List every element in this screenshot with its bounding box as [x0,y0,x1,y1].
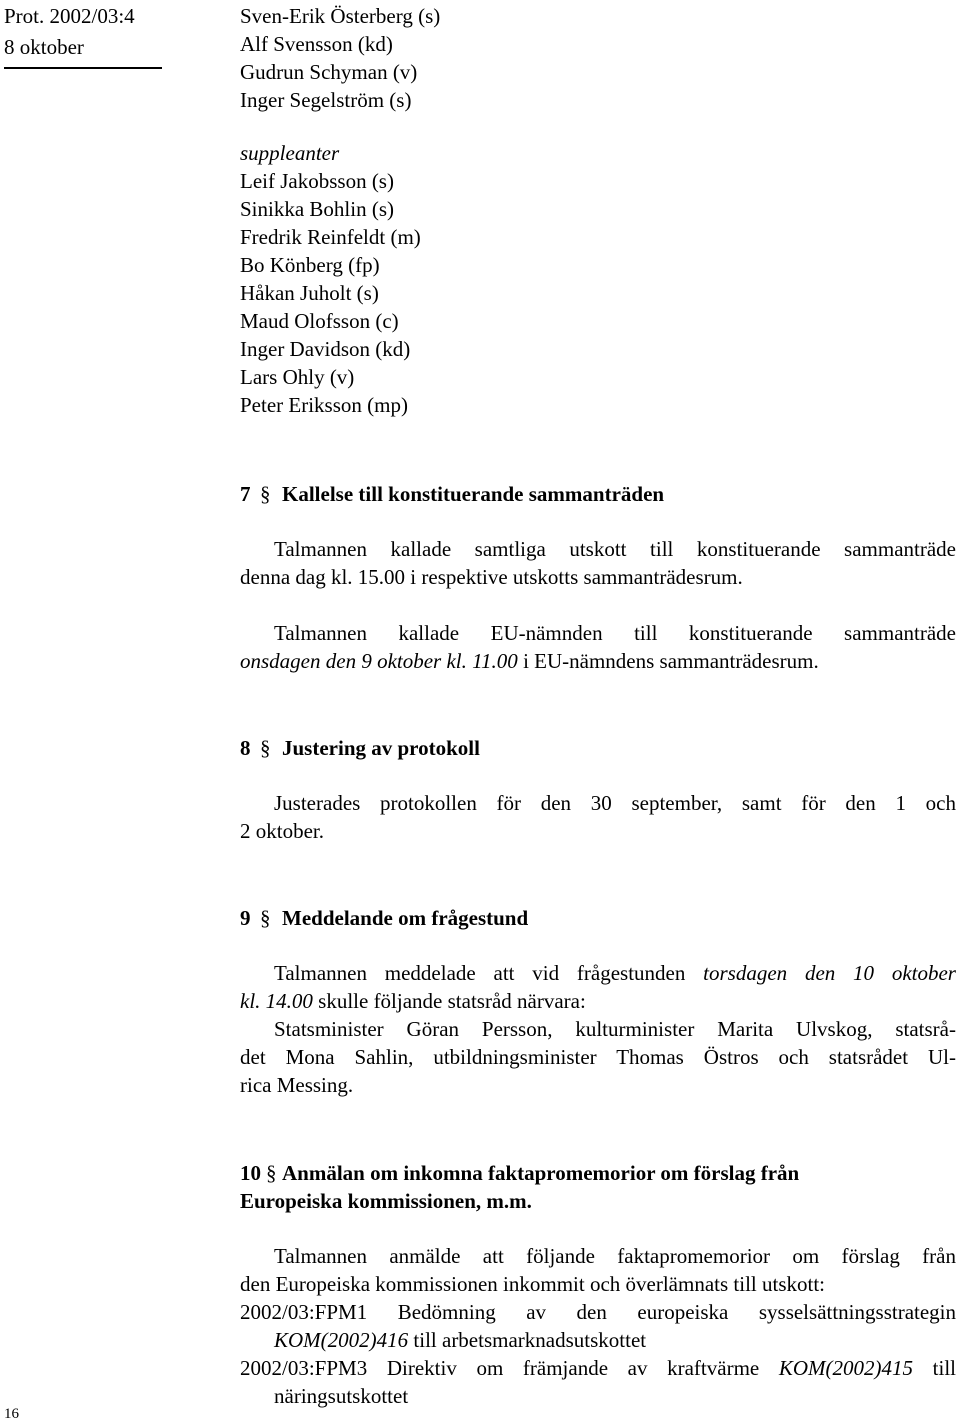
section-7-heading: 7 § Kallelse till konstituerande sammanträden [240,482,665,506]
section-10-paragraph-1: Talmannen anmälde att följande faktapromemorior om förslag från den Europeiska kommissionen inkommit och överlämnats till utskott: [240,1244,956,1296]
member-name: Sven-Erik Österberg (s) [240,4,441,28]
protocol-number: Prot. 2002/03:4 [4,4,135,28]
section-8-heading: 8 § Justering av protokoll [240,736,480,760]
section-7-title: Kallelse till konstituerande sammanträden [282,482,665,506]
section-7-paragraph-2: Talmannen kallade EU-nämnden till konstituerande sammanträde onsdagen den 9 oktober kl. 11.00 i EU-nämndens sammanträdesrum. [240,621,956,673]
section-10-item-2: 2002/03:FPM3 Direktiv om främjande av kraftvärme KOM(2002)415 till näringsutskottet [240,1356,956,1408]
section-8-paragraph-1: Justerades protokollen för den 30 september, samt för den 1 och 2 oktober. [240,791,956,843]
substitute-name: Lars Ohly (v) [240,365,355,389]
section-9-paragraph-2: Statsminister Göran Persson, kulturminister Marita Ulvskog, statsrå- det Mona Sahlin, utbildningsminister Thomas Östros och statsrådet Ul- rica Messing. [240,1017,956,1097]
members-list [240,2,956,114]
substitute-name: Leif Jakobsson (s) [240,169,394,193]
member-name: Inger Segelström (s) [240,88,412,112]
page-number: 16 [4,1406,19,1422]
section-7-paragraph-1: Talmannen kallade samtliga utskott till konstituerande sammanträde denna dag kl. 15.00 i respektive utskotts sammanträdesrum. [240,537,956,589]
substitute-name: Peter Eriksson (mp) [240,393,408,417]
member-name: Gudrun Schyman (v) [240,60,418,84]
section-10-heading-line-2: Europeiska kommissionen, m.m. [240,1189,532,1213]
substitute-name: Inger Davidson (kd) [240,337,411,361]
substitute-name: Håkan Juholt (s) [240,281,379,305]
section-9-title: Meddelande om frågestund [282,906,529,930]
margin-divider [4,67,162,69]
section-10-heading: 10 § Anmälan om inkomna faktapromemorior om förslag från [240,1161,800,1185]
section-8-title: Justering av protokoll [282,736,480,760]
section-10-title: Anmälan om inkomna faktapromemorior om förslag från [282,1161,800,1185]
substitute-name: Bo Könberg (fp) [240,253,380,277]
section-9-paragraph-1: Talmannen meddelade att vid frågestunden torsdagen den 10 oktober kl. 14.00 skulle följande statsråd närvara: [240,961,956,1013]
substitute-name: Maud Olofsson (c) [240,309,399,333]
member-name: Alf Svensson (kd) [240,32,393,56]
substitute-name: Fredrik Reinfeldt (m) [240,225,421,249]
substitutes-list [240,139,956,419]
section-9-heading: 9 § Meddelande om frågestund [240,906,529,930]
protocol-date: 8 oktober [4,35,84,59]
substitutes-label: suppleanter [240,141,340,165]
section-10-item-1: 2002/03:FPM1 Bedömning av den europeiska sysselsättningsstrategin KOM(2002)416 till arbetsmarknadsutskottet [240,1300,956,1352]
substitute-name: Sinikka Bohlin (s) [240,197,395,221]
